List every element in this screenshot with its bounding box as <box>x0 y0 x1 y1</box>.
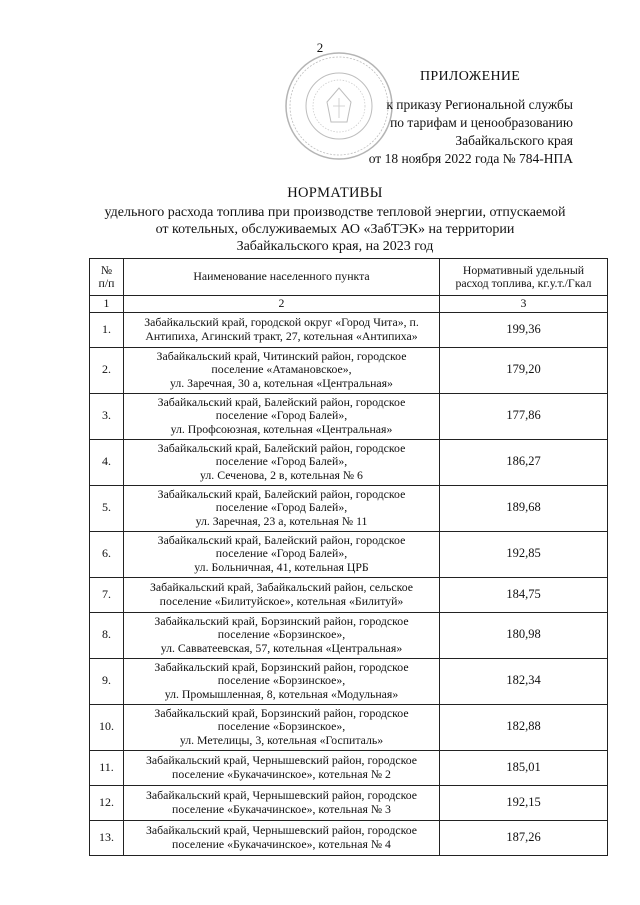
fuel-norm-value: 186,27 <box>440 439 608 485</box>
table-row <box>90 312 608 347</box>
order-line: от 18 ноября 2022 года № 784-НПА <box>368 151 573 166</box>
fuel-norm-value: 189,68 <box>440 485 608 531</box>
table-row <box>90 347 608 393</box>
order-reference <box>369 96 573 168</box>
table-row <box>90 750 608 785</box>
fuel-norm-value: 180,98 <box>440 612 608 658</box>
title-line: удельного расхода топлива при производстве тепловой энергии, отпускаемой <box>104 205 566 220</box>
row-number: 9. <box>90 658 124 704</box>
table-row <box>90 577 608 612</box>
locality-line: Антипиха, Агинский тракт, 27, котельная «Антипиха» <box>145 328 418 343</box>
fuel-norm-value: 182,88 <box>440 704 608 750</box>
locality-line: поселение «Борзинское», <box>217 719 346 734</box>
table-row <box>90 439 608 485</box>
header-number: № п/п <box>90 259 124 296</box>
locality-name <box>124 312 440 347</box>
title-line: Забайкальского края, на 2023 год <box>236 239 434 254</box>
table-row <box>90 658 608 704</box>
locality-line: Забайкальский край, городской округ «Город Чита», п. <box>144 315 419 329</box>
locality-line: Забайкальский край, Чернышевский район, городское <box>146 823 417 837</box>
table-row <box>90 704 608 750</box>
row-number: 2. <box>90 347 124 393</box>
locality-line: поселение «Билитуйское», котельная «Билитуй» <box>159 593 404 608</box>
header-norm: Нормативный удельный расход топлива, кг.у.т./Гкал <box>440 259 608 296</box>
fuel-norm-value: 184,75 <box>440 577 608 612</box>
locality-line: Забайкальский край, Борзинский район, городское <box>154 659 409 674</box>
locality-line: Забайкальский край, Чернышевский район, городское <box>146 753 417 767</box>
locality-name <box>124 785 440 820</box>
locality-line: поселение «Борзинское», <box>217 673 346 688</box>
row-number: 11. <box>90 750 124 785</box>
order-line: к приказу Региональной службы <box>386 97 573 112</box>
table-row <box>90 485 608 531</box>
table-row <box>90 820 608 855</box>
norms-table <box>89 258 608 856</box>
locality-name <box>124 347 440 393</box>
fuel-norm-value: 187,26 <box>440 820 608 855</box>
locality-line: ул. Заречная, 30 а, котельная «Центральная» <box>170 375 393 390</box>
header-locality: Наименование населенного пункта <box>124 259 440 296</box>
row-number: 3. <box>90 393 124 439</box>
document-title <box>60 185 610 255</box>
order-line: Забайкальского края <box>455 133 573 148</box>
table-row <box>90 612 608 658</box>
row-number: 7. <box>90 577 124 612</box>
locality-line: ул. Сеченова, 2 в, котельная № 6 <box>200 467 363 482</box>
fuel-norm-value: 185,01 <box>440 750 608 785</box>
column-number: 2 <box>124 296 440 313</box>
locality-line: ул. Савватеевская, 57, котельная «Центральная» <box>160 640 403 655</box>
locality-line: поселение «Город Балей», <box>215 408 348 423</box>
fuel-norm-value: 179,20 <box>440 347 608 393</box>
fuel-norm-value: 192,85 <box>440 531 608 577</box>
row-number: 1. <box>90 312 124 347</box>
locality-name <box>124 485 440 531</box>
row-number: 8. <box>90 612 124 658</box>
locality-line: Забайкальский край, Балейский район, городское <box>157 532 406 547</box>
column-number: 1 <box>90 296 124 313</box>
locality-line: поселение «Город Балей», <box>215 500 348 515</box>
locality-line: поселение «Борзинское», <box>217 627 346 642</box>
locality-line: Забайкальский край, Забайкальский район, сельское <box>150 580 413 594</box>
locality-line: поселение «Город Балей», <box>215 546 348 561</box>
locality-name <box>124 439 440 485</box>
column-number: 3 <box>440 296 608 313</box>
fuel-norm-value: 199,36 <box>440 312 608 347</box>
locality-line: поселение «Букачачинское», котельная № 4 <box>172 836 391 851</box>
table-row <box>90 393 608 439</box>
locality-line: поселение «Атамановское», <box>211 362 352 377</box>
locality-line: Забайкальский край, Чернышевский район, городское <box>146 788 417 802</box>
locality-line: Забайкальский край, Борзинский район, городское <box>154 613 409 628</box>
locality-line: ул. Больничная, 41, котельная ЦРБ <box>194 559 369 574</box>
row-number: 4. <box>90 439 124 485</box>
locality-name <box>124 704 440 750</box>
appendix-title: ПРИЛОЖЕНИЕ <box>420 69 521 84</box>
locality-name <box>124 820 440 855</box>
row-number: 13. <box>90 820 124 855</box>
row-number: 12. <box>90 785 124 820</box>
title-line: от котельных, обслуживаемых АО «ЗабТЭК» на территории <box>155 222 515 237</box>
table-row <box>90 531 608 577</box>
locality-line: поселение «Город Балей», <box>215 454 348 469</box>
locality-line: Забайкальский край, Балейский район, городское <box>157 394 406 409</box>
locality-name <box>124 658 440 704</box>
table-header-row <box>90 259 608 296</box>
locality-line: Забайкальский край, Балейский район, городское <box>157 486 406 501</box>
locality-line: ул. Профсоюзная, котельная «Центральная» <box>170 421 393 436</box>
page-number: 2 <box>316 40 324 55</box>
locality-name <box>124 393 440 439</box>
row-number: 6. <box>90 531 124 577</box>
column-number-row <box>90 296 608 313</box>
locality-line: Забайкальский край, Читинский район, городское <box>156 348 407 363</box>
locality-name <box>124 577 440 612</box>
locality-line: поселение «Букачачинское», котельная № 3 <box>172 801 391 816</box>
locality-name <box>124 612 440 658</box>
fuel-norm-value: 177,86 <box>440 393 608 439</box>
locality-line: ул. Заречная, 23 а, котельная № 11 <box>195 513 368 528</box>
locality-name <box>124 531 440 577</box>
locality-name <box>124 750 440 785</box>
row-number: 10. <box>90 704 124 750</box>
locality-line: Забайкальский край, Балейский район, городское <box>157 440 406 455</box>
fuel-norm-value: 182,34 <box>440 658 608 704</box>
locality-line: поселение «Букачачинское», котельная № 2 <box>172 766 391 781</box>
table-body <box>90 312 608 855</box>
order-line: по тарифам и ценообразованию <box>390 115 573 130</box>
table-row <box>90 785 608 820</box>
locality-line: ул. Метелицы, 3, котельная «Госпиталь» <box>179 732 384 747</box>
fuel-norm-value: 192,15 <box>440 785 608 820</box>
title-main: НОРМАТИВЫ <box>287 185 383 201</box>
locality-line: ул. Промышленная, 8, котельная «Модульная» <box>164 686 399 701</box>
row-number: 5. <box>90 485 124 531</box>
locality-line: Забайкальский край, Борзинский район, городское <box>154 705 409 720</box>
